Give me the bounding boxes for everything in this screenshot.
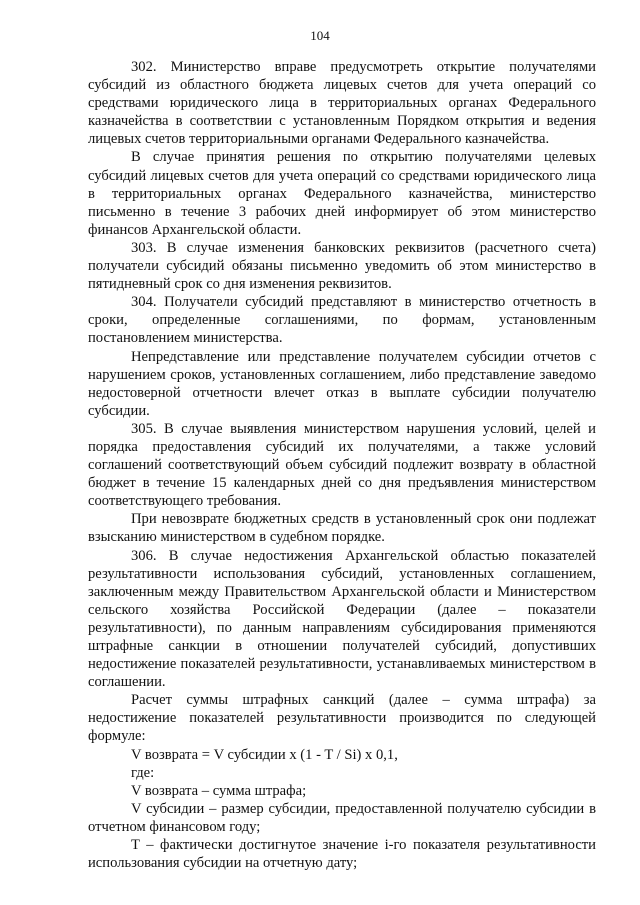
penalty-formula: V возврата = V субсидии x (1 - T / Si) x 0,1, (131, 746, 398, 763)
paragraph-305: 305. В случае выявления министерством нарушения условий, целей и порядка предоставления субсидий их получателями, а также условий соглашений соответствующий объем субсидий подлежит возврату в областной бюджет в течение 15 календарных дней со дня предъявления министерством соответствующего требования. (88, 420, 596, 510)
paragraph-306-calculation: Расчет суммы штрафных санкций (далее – сумма штрафа) за недостижение показателей результативности производится по следующей формуле: (88, 692, 596, 745)
paragraph-306: 306. В случае недостижения Архангельской областью показателей результативности использования субсидий, установленных соглашением, заключенным между Правительством Архангельской области и Министерством сельского хозяйства Российской Федерации (далее – показатели результативности), по данным направлениям субсидирования применяются штрафные санкции в отношении получателей субсидий, допустивших недостижение показателей результативности, устанавливаемых министерством в соглашении. (88, 547, 596, 691)
formula-where-label: где: (131, 764, 155, 781)
paragraph-302-accounts: В случае принятия решения по открытию получателями целевых субсидий лицевых счетов для учета операций со средствами юридического лица в территориальных органах Федерального казначейства, министерство письменно в течение 3 рабочих дней информирует об этом министерство финансов Архангельской области. (88, 149, 596, 238)
definition-t: T – фактически достигнутое значение i-го показателя результативности использования субсидии на отчетную дату; (88, 837, 596, 872)
page-number: 104 (310, 28, 330, 43)
document-body (88, 58, 596, 872)
definition-v-return: V возврата – сумма штрафа; (131, 782, 307, 799)
definition-v-subsidy: V субсидии – размер субсидии, предоставленной получателю субсидии в отчетном финансовом году; (88, 800, 596, 835)
paragraph-302: 302. Министерство вправе предусмотреть открытие получателями субсидий из областного бюджета лицевых счетов для учета операций со средствами юридического лица в территориальных органах Федерального казначейства в соответствии с установленным Порядком открытия и ведения лицевых счетов территориальными органами Федерального казначейства. (88, 59, 596, 148)
paragraph-304: 304. Получатели субсидий представляют в министерство отчетность в сроки, определенные соглашениями, по формам, установленным постановлением министерства. (88, 294, 596, 347)
paragraph-304-nonsubmission: Непредставление или представление получателем субсидии отчетов с нарушением сроков, установленных соглашением, либо представление заведомо недостоверной отчетности влечет отказ в выплате субсидии получателю субсидии. (88, 348, 596, 419)
paragraph-303: 303. В случае изменения банковских реквизитов (расчетного счета) получатели субсидий обязаны письменно уведомить об этом министерство в пятидневный срок со дня изменения реквизитов. (88, 239, 596, 293)
paragraph-305-nonreturn: При невозврате бюджетных средств в установленный срок они подлежат взысканию министерством в судебном порядке. (88, 511, 596, 546)
